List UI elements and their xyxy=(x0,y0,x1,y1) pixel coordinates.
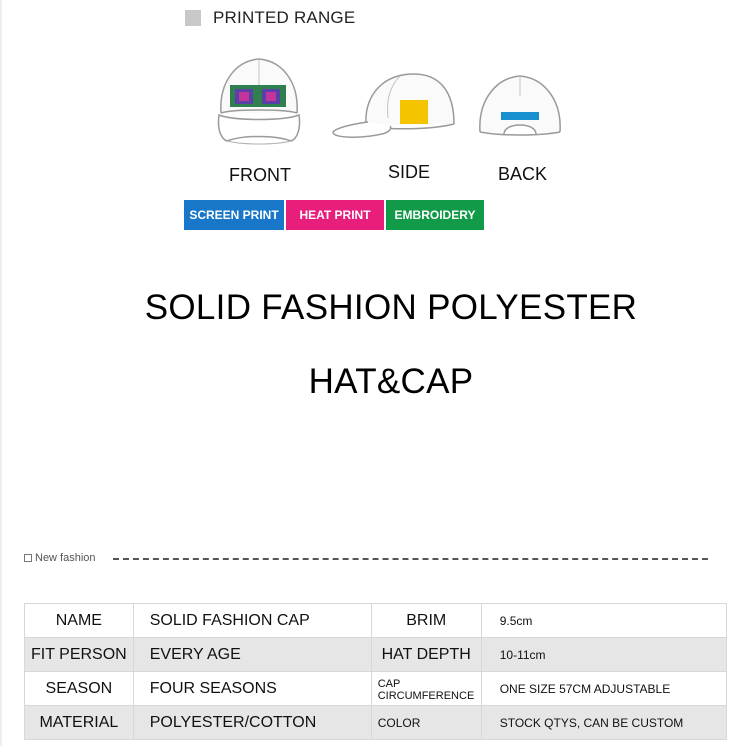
spec-label: NAME xyxy=(25,604,134,638)
spec-value: 10-11cm xyxy=(481,638,726,672)
cap-back-illustration xyxy=(474,72,566,142)
spec-label: BRIM xyxy=(371,604,481,638)
spec-label: COLOR xyxy=(371,706,481,740)
spec-value: ONE SIZE 57CM ADJUSTABLE xyxy=(481,672,726,706)
back-print-area xyxy=(501,112,539,120)
cap-side-illustration xyxy=(330,68,458,143)
cap-front-illustration xyxy=(213,55,305,150)
spec-value: POLYESTER/COTTON xyxy=(133,706,371,740)
embroidery-badge: EMBROIDERY xyxy=(386,200,484,230)
new-fashion-label: New fashion xyxy=(35,552,96,564)
spec-label: FIT PERSON xyxy=(25,638,134,672)
side-view-label: SIDE xyxy=(388,162,431,182)
back-view-label: BACK xyxy=(498,164,548,184)
spec-label: HAT DEPTH xyxy=(371,638,481,672)
spec-label: SEASON xyxy=(25,672,134,706)
print-methods-legend xyxy=(184,200,484,230)
legend-square-icon xyxy=(185,10,201,26)
product-title-line-1: SOLID FASHION POLYESTER xyxy=(144,288,638,327)
spec-value: EVERY AGE xyxy=(133,638,371,672)
printed-range-title: PRINTED RANGE xyxy=(213,8,356,27)
table-row xyxy=(25,638,727,672)
spec-value: STOCK QTYS, CAN BE CUSTOM xyxy=(481,706,726,740)
heat-print-badge: HEAT PRINT xyxy=(286,200,384,230)
product-title-line-2: HAT&CAP xyxy=(308,362,474,401)
checkbox-outline-icon xyxy=(24,554,32,562)
spec-label: MATERIAL xyxy=(25,706,134,740)
front-view-label: FRONT xyxy=(229,165,291,185)
spec-value: SOLID FASHION CAP xyxy=(133,604,371,638)
table-row xyxy=(25,672,727,706)
spec-label: CAP CIRCUMFERENCE xyxy=(371,672,481,706)
spec-value: 9.5cm xyxy=(481,604,726,638)
dashed-divider xyxy=(113,558,708,560)
side-print-area xyxy=(400,100,428,124)
table-row xyxy=(25,604,727,638)
new-fashion-heading xyxy=(24,552,96,564)
printed-range-header xyxy=(185,8,355,28)
table-row xyxy=(25,706,727,740)
spec-table xyxy=(24,603,727,740)
screen-print-badge: SCREEN PRINT xyxy=(184,200,284,230)
spec-value: FOUR SEASONS xyxy=(133,672,371,706)
